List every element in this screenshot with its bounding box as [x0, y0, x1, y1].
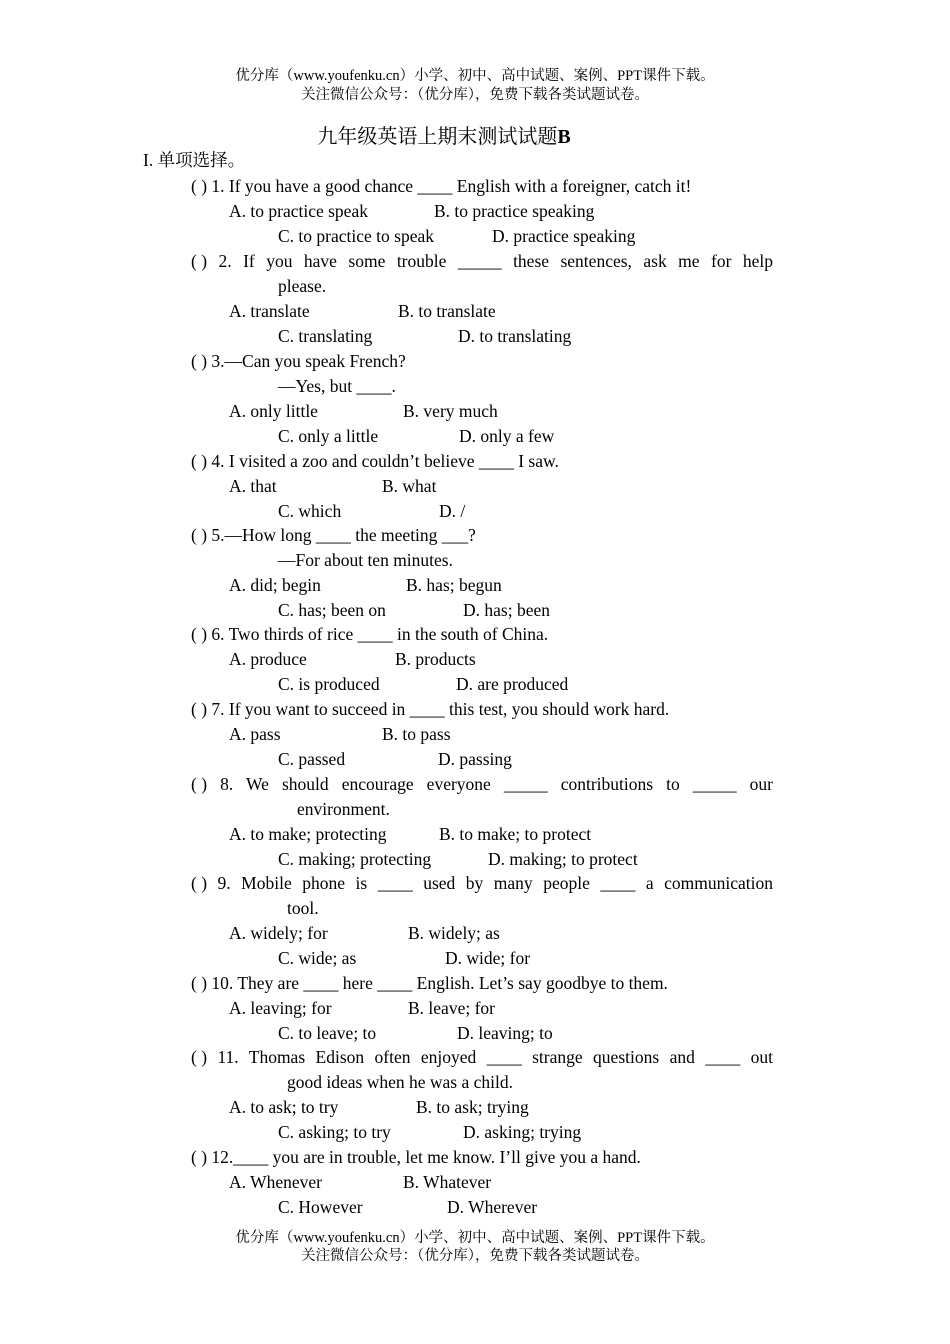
option-c: C. passed — [278, 749, 346, 769]
answer-blank: ( ) — [191, 176, 208, 196]
answer-blank: ( ) — [191, 774, 208, 794]
option-c: C. has; been on — [278, 600, 386, 620]
question-text: 9. Mobile phone is ____ used by many people ____ a communication — [217, 873, 773, 893]
question-1 — [191, 174, 691, 198]
option-a: A. only little — [229, 401, 318, 421]
option-b: B. very much — [403, 401, 498, 421]
option-b: B. to translate — [398, 301, 496, 321]
page-header-line-2: 关注微信公众号：（优分库），免费下载各类试题试卷。 — [301, 87, 649, 103]
option-a: A. to ask; to try — [229, 1097, 339, 1117]
option-a: A. that — [229, 476, 277, 496]
option-b: B. Whatever — [403, 1172, 492, 1192]
question-11 — [191, 1045, 773, 1069]
answer-blank: ( ) — [191, 873, 208, 893]
option-a: A. to make; protecting — [229, 824, 387, 844]
question-3 — [191, 349, 406, 373]
option-c: C. which — [278, 501, 342, 521]
answer-blank: ( ) — [191, 973, 208, 993]
question-10 — [191, 971, 668, 995]
option-a: A. leaving; for — [229, 998, 332, 1018]
question-text: 5.—How long ____ the meeting ___? — [211, 525, 476, 545]
question-text: 8. We should encourage everyone _____ contributions to _____ our — [220, 774, 773, 794]
question-continuation: please. — [278, 276, 327, 296]
page-title — [0, 124, 888, 150]
option-b: B. products — [395, 649, 476, 669]
question-text: 4. I visited a zoo and couldn’t believe ____ I saw. — [211, 451, 559, 471]
page-header-line-1: 优分库（www.youfenku.cn）小学、初中、高中试题、案例、PPT课件下载。 — [235, 68, 715, 84]
option-b: B. to practice speaking — [434, 201, 595, 221]
option-d: D. has; been — [463, 600, 550, 620]
option-b: B. what — [382, 476, 437, 496]
option-a: A. Whenever — [229, 1172, 322, 1192]
question-continuation: —For about ten minutes. — [278, 550, 453, 570]
option-b: B. to make; to protect — [439, 824, 592, 844]
option-d: D. passing — [438, 749, 512, 769]
question-text: 1. If you have a good chance ____ English with a foreigner, catch it! — [211, 176, 692, 196]
question-continuation: tool. — [287, 898, 319, 918]
option-c: C. However — [278, 1197, 363, 1217]
option-d: D. wide; for — [445, 948, 531, 968]
answer-blank: ( ) — [191, 1047, 208, 1067]
option-c: C. asking; to try — [278, 1122, 391, 1142]
option-b: B. to pass — [382, 724, 451, 744]
option-c: C. to practice to speak — [278, 226, 434, 246]
option-b: B. leave; for — [408, 998, 495, 1018]
title-suffix: B — [557, 126, 571, 148]
option-b: B. has; begun — [406, 575, 502, 595]
option-d: D. are produced — [456, 674, 569, 694]
answer-blank: ( ) — [191, 699, 208, 719]
option-a: A. translate — [229, 301, 310, 321]
answer-blank: ( ) — [191, 451, 208, 471]
option-c: C. translating — [278, 326, 373, 346]
option-c: C. to leave; to — [278, 1023, 377, 1043]
question-2 — [191, 249, 773, 273]
option-d: D. making; to protect — [488, 849, 638, 869]
option-c: C. is produced — [278, 674, 380, 694]
option-c: C. making; protecting — [278, 849, 432, 869]
question-5 — [191, 523, 476, 547]
option-d: D. / — [439, 501, 466, 521]
question-12 — [191, 1145, 641, 1169]
option-a: A. did; begin — [229, 575, 321, 595]
option-a: A. to practice speak — [229, 201, 368, 221]
answer-blank: ( ) — [191, 251, 208, 271]
option-c: C. only a little — [278, 426, 379, 446]
section-label: I. 单项选择。 — [143, 150, 246, 170]
option-d: D. leaving; to — [457, 1023, 553, 1043]
question-text: 10. They are ____ here ____ English. Let’s say goodbye to them. — [211, 973, 668, 993]
question-continuation: environment. — [297, 799, 390, 819]
question-text: 7. If you want to succeed in ____ this test, you should work hard. — [211, 699, 670, 719]
question-4 — [191, 449, 559, 473]
option-a: A. widely; for — [229, 923, 328, 943]
title-main: 九年级英语上期末测试试题 — [317, 126, 558, 148]
question-text: 12.____ you are in trouble, let me know. I’ll give you a hand. — [211, 1147, 641, 1167]
question-text: 2. If you have some trouble _____ these sentences, ask me for help — [218, 251, 773, 271]
question-text: 11. Thomas Edison often enjoyed ____ strange questions and ____ out — [217, 1047, 773, 1067]
question-6 — [191, 622, 548, 646]
option-d: D. practice speaking — [492, 226, 636, 246]
question-continuation: —Yes, but ____. — [278, 376, 396, 396]
option-a: A. pass — [229, 724, 281, 744]
question-7 — [191, 697, 669, 721]
option-a: A. produce — [229, 649, 307, 669]
option-b: B. to ask; trying — [416, 1097, 529, 1117]
question-text: 6. Two thirds of rice ____ in the south of China. — [211, 624, 549, 644]
question-continuation: good ideas when he was a child. — [287, 1072, 513, 1092]
page-footer-line-2: 关注微信公众号：（优分库），免费下载各类试题试卷。 — [301, 1248, 649, 1264]
option-d: D. Wherever — [447, 1197, 538, 1217]
option-d: D. asking; trying — [463, 1122, 582, 1142]
answer-blank: ( ) — [191, 351, 208, 371]
question-text: 3.—Can you speak French? — [211, 351, 406, 371]
page-footer-line-1: 优分库（www.youfenku.cn）小学、初中、高中试题、案例、PPT课件下载。 — [235, 1230, 715, 1246]
option-d: D. to translating — [458, 326, 572, 346]
question-8 — [191, 772, 773, 796]
option-b: B. widely; as — [408, 923, 500, 943]
answer-blank: ( ) — [191, 1147, 208, 1167]
question-9 — [191, 871, 773, 895]
answer-blank: ( ) — [191, 525, 208, 545]
option-c: C. wide; as — [278, 948, 357, 968]
answer-blank: ( ) — [191, 624, 208, 644]
option-d: D. only a few — [459, 426, 555, 446]
